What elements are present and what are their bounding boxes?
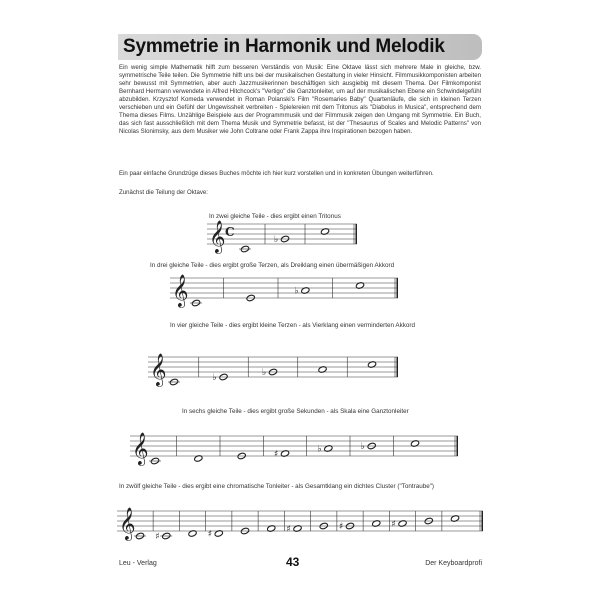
page-title: Symmetrie in Harmonik und Melodik xyxy=(123,36,445,57)
caption-three-parts: In drei gleiche Teile - dies ergibt große Terzen, als Dreiklang einen übermäßigen Akkord xyxy=(150,262,395,269)
final-barline xyxy=(457,436,459,456)
sharp-accidental: ♯ xyxy=(339,522,344,532)
flat-accidental: ♭ xyxy=(274,235,279,245)
sharp-accidental: ♯ xyxy=(207,529,213,540)
final-barline xyxy=(482,511,484,531)
intro-paragraph: Ein wenig simple Mathematik hilft zum besseren Verständis von Musik: Eine Oktave lässt sich mehrere Male in gleiche, bzw. symmetrische Teile teilen. Die Symmetrie hilft uns bei der musikalischen Gestaltung in vieler Hinsicht. Filmmusikkomponisten arbeiten sehr bewusst mit Symmetrien, aber auch Jazzmusikerinnen beschäftigen sich ausgiebig mit diesem Thema. Der Filmkomponist Bernhard Hermann verwendete in Alfred Hitchcock's "Vertigo" die Ganztonleiter, um auf der musikalischen Ebene ein Schwindelgefühl abzubilden. Krzysztof Komeda verwendet in Roman Polanski's Film "Rosemaries Baby" Quartenläufe, die sich in kleinen Terzen verschieben und ein Gefühl der Ungewissheit verbreiten - Spielereien mit dem Tritonus als "Diabolus in Musica", entsprechend dem Thema dieses Films. Unzählige Beispiele aus der Programmmusik und der Filmmusik zeigen den Umgang mit Symmetrie. Ein Buch, das sich fast ausschließlich mit dem Thema Musik und Symmetrie befasst, ist der "Thesaurus of Scales and Melodic Patterns" von Nicolas Slonimsky, aus dem Musiker wie John Coltrane oder Frank Zappa ihre Inspirationen bezogen haben. xyxy=(119,64,481,136)
treble-clef: 𝄞 xyxy=(132,432,149,465)
flat-accidental: ♭ xyxy=(294,286,299,297)
sharp-accidental: ♯ xyxy=(391,519,396,530)
sharp-accidental: ♯ xyxy=(274,449,279,460)
flat-accidental: ♭ xyxy=(317,444,322,455)
treble-clef: 𝄞 xyxy=(119,507,136,540)
treble-clef: 𝄞 xyxy=(150,353,167,386)
flat-accidental: ♭ xyxy=(262,368,267,378)
final-barline xyxy=(397,278,399,298)
paragraph-octave-division: Zunächst die Teilung der Oktave: xyxy=(119,189,208,196)
time-signature: C xyxy=(225,225,235,239)
page-number: 43 xyxy=(286,555,300,569)
sharp-accidental: ♯ xyxy=(286,524,291,535)
caption-twelve-parts: In zwölf gleiche Teile - dies ergibt eine chromatische Tonleiter - als Gesamtklang ein dichtes Cluster ("Tontraube") xyxy=(119,483,435,490)
sharp-accidental: ♯ xyxy=(155,532,160,542)
flat-accidental: ♭ xyxy=(212,373,217,383)
flat-accidental: ♭ xyxy=(360,442,365,452)
final-barline xyxy=(397,357,399,377)
footer-book-title: Der Keyboardprofi xyxy=(425,560,482,567)
paragraph-basics: Ein paar einfache Grundzüge dieses Buches möchte ich hier kurz vorstellen und in konkreten Übungen weiterführen. xyxy=(119,170,434,177)
caption-four-parts: In vier gleiche Teile - dies ergibt kleine Terzen - als Vierklang einen verminderten Akkord xyxy=(170,322,416,329)
treble-clef: 𝄞 xyxy=(172,274,189,307)
caption-six-parts: In sechs gleiche Teile - dies ergibt große Sekunden - als Skala eine Ganztonleiter xyxy=(182,408,409,415)
caption-two-parts: In zwei gleiche Teile - dies ergibt einen Tritonus xyxy=(209,213,341,220)
final-barline xyxy=(356,224,358,244)
footer-publisher: Leu - Verlag xyxy=(119,560,157,567)
treble-clef: 𝄞 xyxy=(209,220,226,253)
